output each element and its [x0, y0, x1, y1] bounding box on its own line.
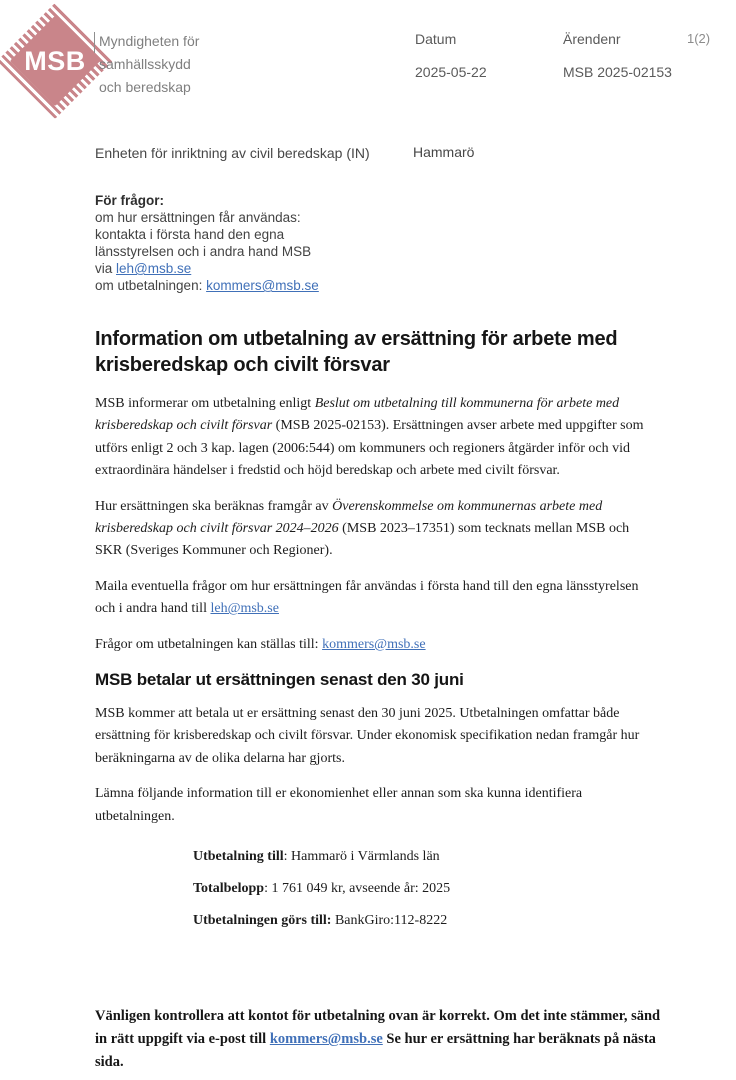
- case-number-value: MSB 2025-02153: [563, 64, 672, 80]
- paragraph-1-text: MSB informerar om utbetalning enligt: [95, 396, 315, 411]
- agency-name-line-2: samhällsskydd: [99, 56, 191, 72]
- kommers-email-link[interactable]: kommers@msb.se: [206, 278, 319, 293]
- payment-recipient-label: Utbetalning till: [193, 849, 284, 865]
- kommers-email-link-footer[interactable]: kommers@msb.se: [269, 1031, 383, 1047]
- paragraph-1-text-cont: (MSB 2025-02153). Ersättningen avser arbete med uppgifter som utförs enligt 2 och 3 kap. lagen (2006:544) om kommuners och regioners åtgärder inför och vid extraordinära händelser i fredstid och höjd beredskap och arbete med civilt försvar.: [95, 418, 644, 479]
- paragraph-3: [95, 576, 649, 621]
- kommers-email-link-body[interactable]: kommers@msb.se: [322, 636, 426, 652]
- agency-name-line-1: Myndigheten för: [99, 33, 200, 49]
- case-number-label: Ärendenr: [563, 31, 621, 47]
- logo-text: MSB: [24, 45, 86, 76]
- agency-name: [99, 30, 199, 99]
- contact-info-block: [95, 192, 415, 294]
- document-body: [95, 326, 649, 942]
- payment-account-label: Utbetalningen görs till:: [193, 913, 332, 929]
- logo-divider-line: [94, 32, 95, 53]
- contact-line-4: [95, 260, 415, 277]
- payment-total-sep: :: [264, 881, 272, 897]
- msb-logo-icon: [8, 14, 102, 108]
- contact-heading: För frågor:: [95, 193, 164, 208]
- leh-email-link-body[interactable]: leh@msb.se: [210, 601, 279, 617]
- section-title-payment: MSB betalar ut ersättningen senast den 30 juni: [95, 670, 464, 690]
- contact-line-2: kontakta i första hand den egna: [95, 227, 285, 242]
- date-label: Datum: [415, 31, 457, 47]
- payment-total-value: 1 761 049 kr, avseende år: 2025: [271, 881, 451, 897]
- payment-total-label: Totalbelopp: [193, 881, 265, 897]
- paragraph-2-text: Hur ersättningen ska beräknas framgår av: [95, 498, 333, 514]
- footer-verification-note: [95, 1005, 661, 1074]
- contact-line-1: om hur ersättningen får användas:: [95, 210, 301, 225]
- payment-recipient-sep: :: [283, 849, 292, 865]
- payment-row-account: [193, 910, 649, 932]
- paragraph-3-text: Maila eventuella frågor om hur ersättningen får användas i första hand till den egna länsstyrelsen och i andra hand till: [95, 578, 639, 617]
- contact-line-5-text: om utbetalningen:: [95, 278, 207, 293]
- payment-details-block: [193, 846, 649, 932]
- paragraph-4: [95, 634, 649, 656]
- paragraph-2-text-cont: (MSB 2023–17351) som tecknats mellan MSB och SKR (Sveriges Kommuner och Regioner).: [95, 521, 630, 559]
- paragraph-1: [95, 393, 649, 483]
- recipient-municipality: Hammarö: [413, 144, 475, 160]
- contact-line-3: länsstyrelsen och i andra hand MSB: [95, 244, 312, 259]
- payment-row-total: [193, 878, 649, 900]
- paragraph-1-italic-title: Beslut om utbetalning till kommunerna för arbete med krisberedskap och civilt försvar: [95, 396, 620, 434]
- contact-line-4-text: via: [95, 261, 117, 276]
- contact-line-5: [95, 277, 415, 294]
- leh-email-link[interactable]: leh@msb.se: [116, 261, 192, 276]
- issuing-unit: Enheten för inriktning av civil beredskap (IN): [95, 145, 370, 161]
- paragraph-4-text: Frågor om utbetalningen kan ställas till:: [95, 636, 323, 652]
- paragraph-6: Lämna följande information till er ekonomienhet eller annan som ska kunna identifiera utbetalningen.: [95, 786, 583, 824]
- payment-row-recipient: [193, 846, 649, 868]
- paragraph-2-italic-title: Överenskommelse om kommunernas arbete med krisberedskap och civilt försvar 2024–2026: [95, 498, 603, 537]
- payment-recipient-value: Hammarö i Värmlands län: [291, 849, 440, 865]
- paragraph-5: MSB kommer att betala ut er ersättning senast den 30 juni 2025. Utbetalningen omfattar både ersättning för krisberedskap och civilt försvar. Under ekonomisk specifikation nedan framgår hur beräkningarna av de olika delarna har gjorts.: [95, 706, 640, 766]
- date-value: 2025-05-22: [415, 64, 487, 80]
- page-indicator: 1(2): [687, 31, 711, 46]
- footer-text-cont: Se hur er ersättning har beräknats på nästa sida.: [95, 1031, 656, 1070]
- paragraph-2: [95, 496, 649, 563]
- document-title: Information om utbetalning av ersättning för arbete med krisberedskap och civilt försvar: [95, 328, 618, 376]
- footer-text: Vänligen kontrollera att kontot för utbetalning ovan är korrekt. Om det inte stämmer, sänd in rätt uppgift via e-post till: [95, 1008, 661, 1047]
- payment-account-value: BankGiro:112-8222: [334, 913, 448, 929]
- agency-name-line-3: och beredskap: [99, 79, 191, 95]
